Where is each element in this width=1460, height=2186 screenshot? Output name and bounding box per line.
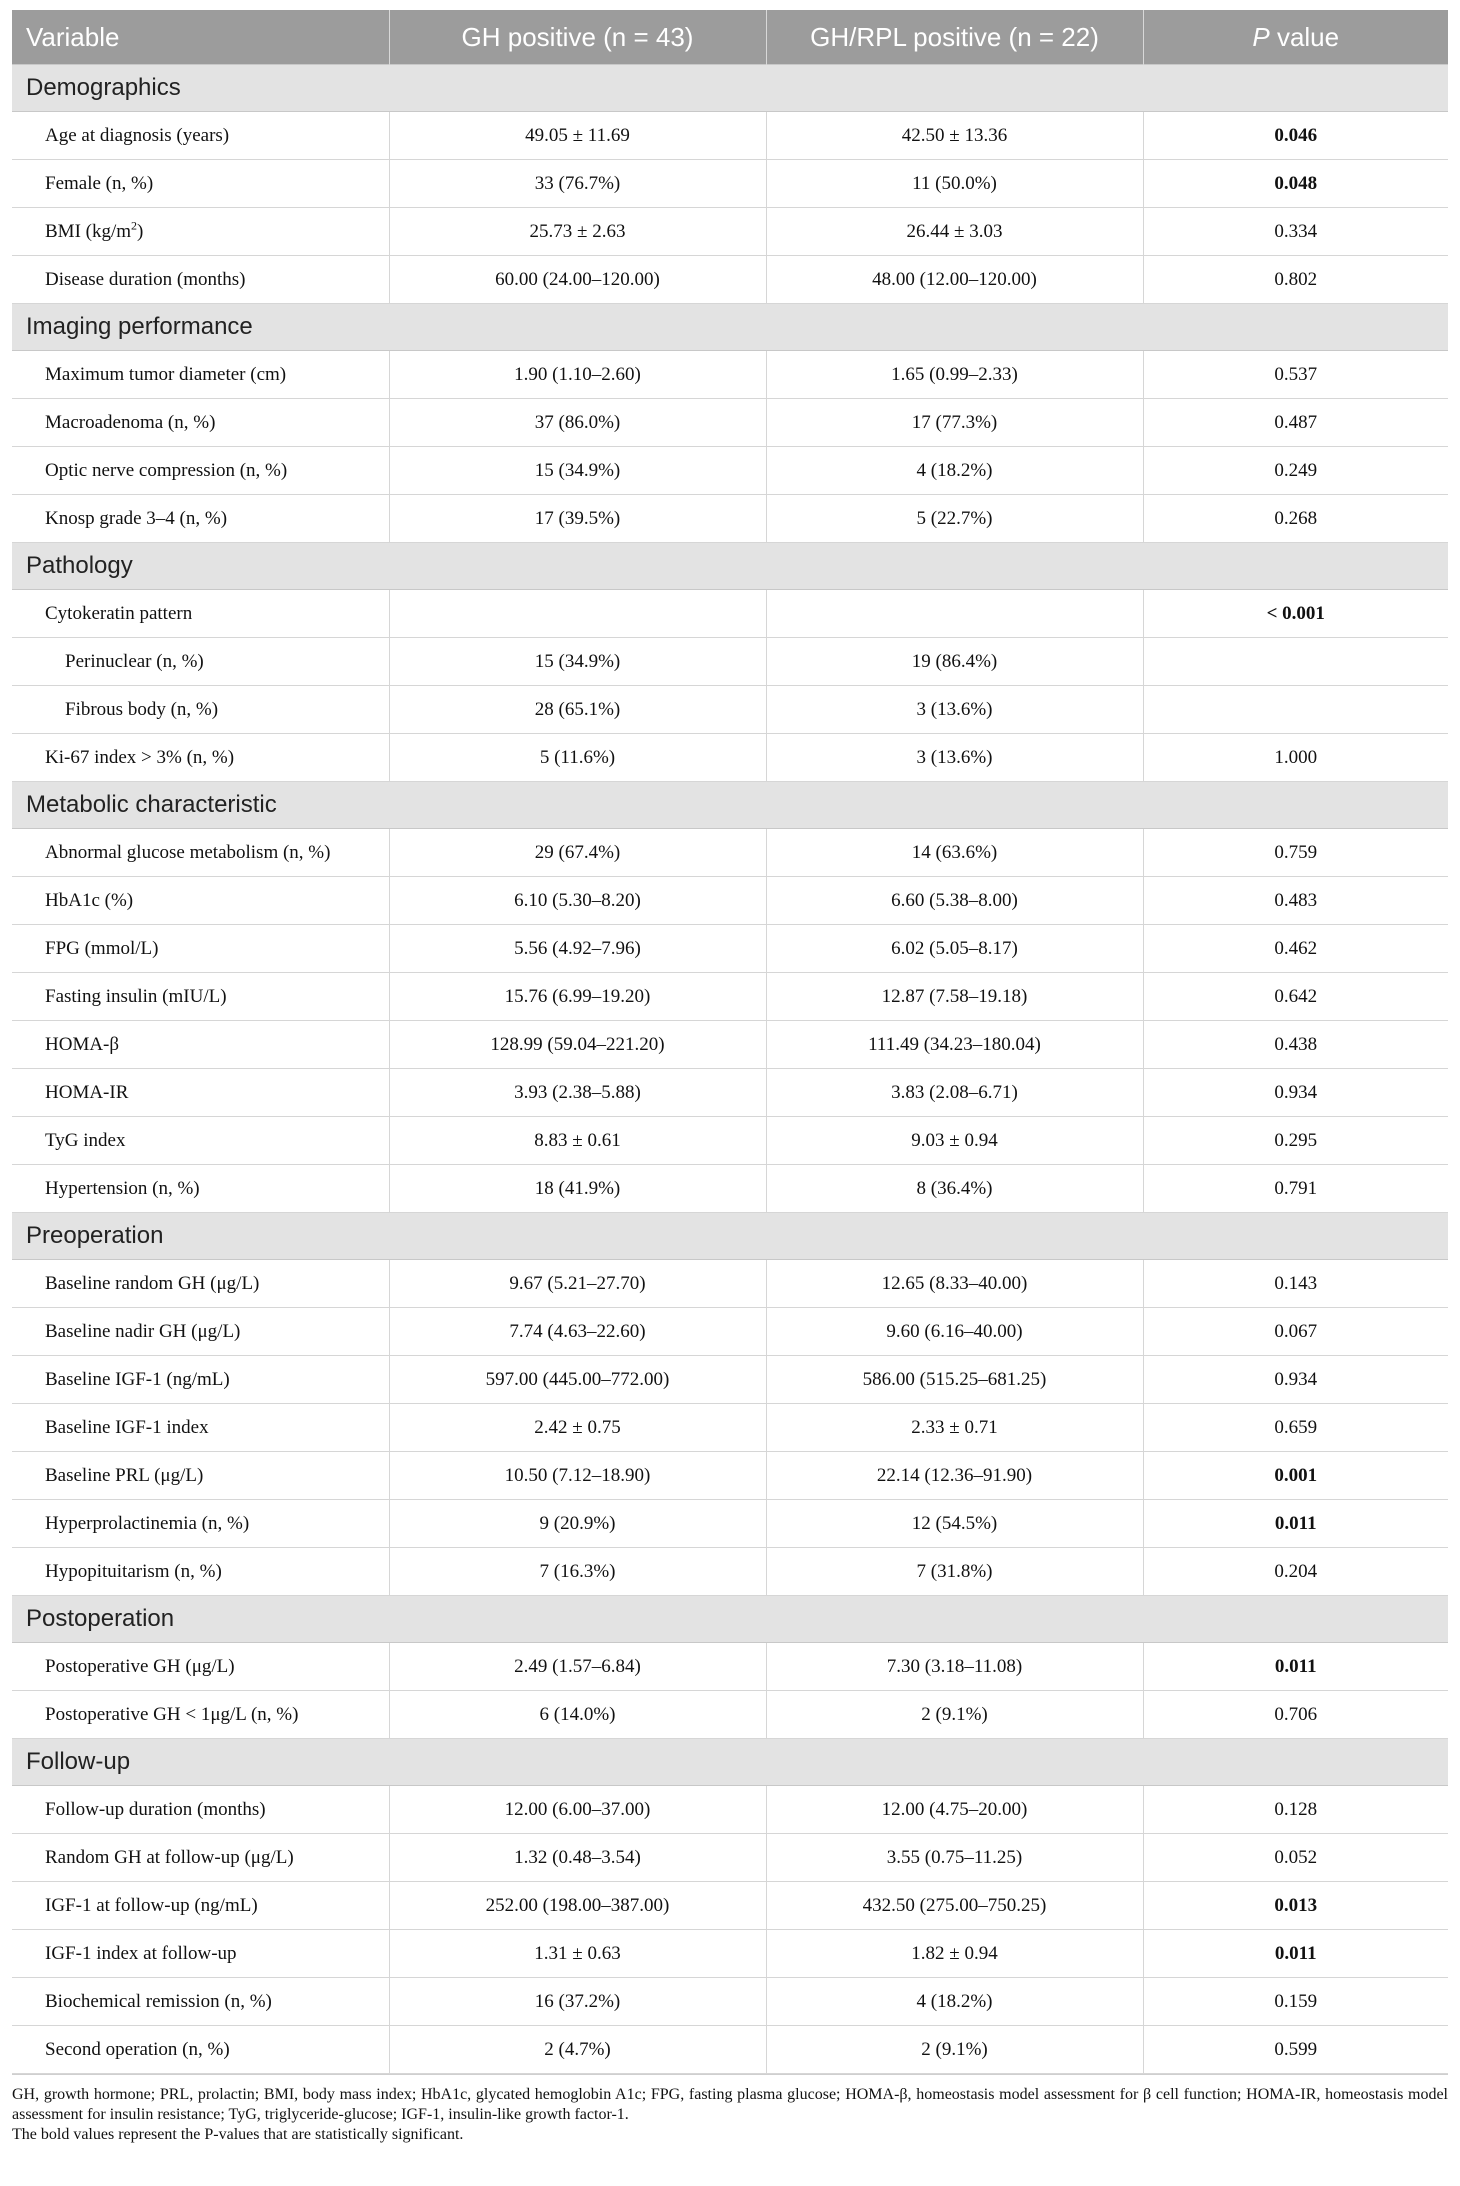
cell-gh-positive: 12.00 (6.00–37.00) xyxy=(389,1786,766,1834)
table-row xyxy=(12,877,1448,925)
table-row xyxy=(12,1786,1448,1834)
table-row xyxy=(12,973,1448,1021)
variable-text: Baseline IGF-1 index xyxy=(45,1416,209,1438)
cell-gh-positive: 7 (16.3%) xyxy=(389,1548,766,1596)
cell-gh-rpl-positive: 5 (22.7%) xyxy=(766,495,1143,543)
cell-variable xyxy=(12,686,389,734)
table-row xyxy=(12,1404,1448,1452)
table-row xyxy=(12,829,1448,877)
header-row xyxy=(12,10,1448,65)
cell-variable xyxy=(12,1500,389,1548)
cell-variable xyxy=(12,495,389,543)
table-row xyxy=(12,160,1448,208)
cell-p-value: 0.934 xyxy=(1143,1069,1448,1117)
cell-gh-rpl-positive: 2 (9.1%) xyxy=(766,2026,1143,2074)
cell-gh-positive: 15 (34.9%) xyxy=(389,638,766,686)
variable-text: TyG index xyxy=(45,1129,126,1151)
variable-text: Female (n, %) xyxy=(45,172,154,194)
cell-gh-rpl-positive: 22.14 (12.36–91.90) xyxy=(766,1452,1143,1500)
cell-gh-positive: 25.73 ± 2.63 xyxy=(389,208,766,256)
table-row xyxy=(12,112,1448,160)
table-row xyxy=(12,1882,1448,1930)
table-header xyxy=(12,10,1448,65)
cell-p-value: 0.204 xyxy=(1143,1548,1448,1596)
cell-variable xyxy=(12,973,389,1021)
cell-gh-rpl-positive: 2.33 ± 0.71 xyxy=(766,1404,1143,1452)
cell-gh-rpl-positive: 6.60 (5.38–8.00) xyxy=(766,877,1143,925)
cell-gh-positive: 15 (34.9%) xyxy=(389,447,766,495)
table-row xyxy=(12,447,1448,495)
cell-gh-positive: 5 (11.6%) xyxy=(389,734,766,782)
cell-variable xyxy=(12,399,389,447)
cell-p-value: 0.706 xyxy=(1143,1691,1448,1739)
header-p-value xyxy=(1143,10,1448,65)
cell-gh-rpl-positive: 586.00 (515.25–681.25) xyxy=(766,1356,1143,1404)
cell-gh-rpl-positive: 8 (36.4%) xyxy=(766,1165,1143,1213)
table-row xyxy=(12,399,1448,447)
cell-p-value: 1.000 xyxy=(1143,734,1448,782)
table-row xyxy=(12,1021,1448,1069)
cell-p-value: 0.659 xyxy=(1143,1404,1448,1452)
cell-gh-rpl-positive: 1.82 ± 0.94 xyxy=(766,1930,1143,1978)
cell-variable xyxy=(12,734,389,782)
variable-suffix: ) xyxy=(137,220,144,242)
variable-text: HOMA-β xyxy=(45,1033,120,1055)
cell-gh-rpl-positive: 6.02 (5.05–8.17) xyxy=(766,925,1143,973)
variable-text: Second operation (n, %) xyxy=(45,2038,230,2060)
variable-text: Ki-67 index > 3% (n, %) xyxy=(45,746,235,768)
cell-p-value: 0.001 xyxy=(1143,1452,1448,1500)
cell-p-value xyxy=(1143,638,1448,686)
cell-p-value: 0.011 xyxy=(1143,1643,1448,1691)
cell-variable xyxy=(12,1260,389,1308)
cell-variable xyxy=(12,1021,389,1069)
cell-p-value: 0.487 xyxy=(1143,399,1448,447)
cell-gh-positive: 7.74 (4.63–22.60) xyxy=(389,1308,766,1356)
cell-variable xyxy=(12,1548,389,1596)
section-row xyxy=(12,782,1448,829)
variable-text: Maximum tumor diameter (cm) xyxy=(45,363,287,385)
cell-gh-positive xyxy=(389,590,766,638)
variable-text: HOMA-IR xyxy=(45,1081,129,1103)
table-row xyxy=(12,495,1448,543)
variable-text: Hypertension (n, %) xyxy=(45,1177,200,1199)
cell-gh-rpl-positive: 7.30 (3.18–11.08) xyxy=(766,1643,1143,1691)
variable-text: Postoperative GH (μg/L) xyxy=(45,1655,235,1677)
cell-gh-positive: 1.90 (1.10–2.60) xyxy=(389,351,766,399)
cell-gh-rpl-positive: 17 (77.3%) xyxy=(766,399,1143,447)
table-row xyxy=(12,1930,1448,1978)
cell-gh-positive: 128.99 (59.04–221.20) xyxy=(389,1021,766,1069)
cell-p-value: 0.128 xyxy=(1143,1786,1448,1834)
cell-gh-positive: 60.00 (24.00–120.00) xyxy=(389,256,766,304)
cell-gh-rpl-positive: 12.87 (7.58–19.18) xyxy=(766,973,1143,1021)
cell-p-value: 0.143 xyxy=(1143,1260,1448,1308)
table-row xyxy=(12,1548,1448,1596)
cell-gh-rpl-positive: 14 (63.6%) xyxy=(766,829,1143,877)
cell-p-value: 0.067 xyxy=(1143,1308,1448,1356)
cell-gh-rpl-positive: 3.83 (2.08–6.71) xyxy=(766,1069,1143,1117)
cell-gh-positive: 1.32 (0.48–3.54) xyxy=(389,1834,766,1882)
cell-gh-rpl-positive: 4 (18.2%) xyxy=(766,447,1143,495)
table-body xyxy=(12,65,1448,2074)
cell-gh-positive: 6.10 (5.30–8.20) xyxy=(389,877,766,925)
variable-text: Baseline random GH (μg/L) xyxy=(45,1272,260,1294)
cell-gh-positive: 17 (39.5%) xyxy=(389,495,766,543)
cell-gh-rpl-positive: 11 (50.0%) xyxy=(766,160,1143,208)
cell-p-value: 0.537 xyxy=(1143,351,1448,399)
variable-text: Hypopituitarism (n, %) xyxy=(45,1560,222,1582)
variable-text: Baseline PRL (μg/L) xyxy=(45,1464,204,1486)
cell-gh-rpl-positive: 9.03 ± 0.94 xyxy=(766,1117,1143,1165)
section-row xyxy=(12,543,1448,590)
cell-gh-positive: 1.31 ± 0.63 xyxy=(389,1930,766,1978)
cell-gh-rpl-positive: 19 (86.4%) xyxy=(766,638,1143,686)
cell-variable xyxy=(12,1786,389,1834)
table-row xyxy=(12,256,1448,304)
variable-text: Postoperative GH < 1μg/L (n, %) xyxy=(45,1703,299,1725)
cell-variable xyxy=(12,1930,389,1978)
table-footnotes xyxy=(12,2085,1448,2145)
variable-text: Abnormal glucose metabolism (n, %) xyxy=(45,841,331,863)
cell-gh-rpl-positive: 48.00 (12.00–120.00) xyxy=(766,256,1143,304)
cell-gh-positive: 8.83 ± 0.61 xyxy=(389,1117,766,1165)
cell-variable xyxy=(12,925,389,973)
table-row xyxy=(12,686,1448,734)
cell-variable xyxy=(12,351,389,399)
table-row xyxy=(12,1691,1448,1739)
cell-gh-rpl-positive: 111.49 (34.23–180.04) xyxy=(766,1021,1143,1069)
cell-gh-positive: 3.93 (2.38–5.88) xyxy=(389,1069,766,1117)
cell-variable xyxy=(12,1356,389,1404)
cell-variable xyxy=(12,1834,389,1882)
variable-text: Hyperprolactinemia (n, %) xyxy=(45,1512,250,1534)
section-title: Preoperation xyxy=(12,1213,1448,1260)
table-row xyxy=(12,2026,1448,2074)
cell-p-value: 0.048 xyxy=(1143,160,1448,208)
table-bottom-rule xyxy=(12,2074,1448,2075)
cell-variable xyxy=(12,112,389,160)
cell-gh-positive: 33 (76.7%) xyxy=(389,160,766,208)
table-row xyxy=(12,1356,1448,1404)
cell-gh-positive: 597.00 (445.00–772.00) xyxy=(389,1356,766,1404)
cell-gh-positive: 18 (41.9%) xyxy=(389,1165,766,1213)
variable-text: Follow-up duration (months) xyxy=(45,1798,266,1820)
cell-variable xyxy=(12,1165,389,1213)
cell-p-value: 0.934 xyxy=(1143,1356,1448,1404)
section-row xyxy=(12,1213,1448,1260)
table-row xyxy=(12,1069,1448,1117)
variable-text: IGF-1 at follow-up (ng/mL) xyxy=(45,1894,258,1916)
header-p-suffix: value xyxy=(1269,21,1340,52)
header-variable: Variable xyxy=(12,10,389,65)
cell-gh-positive: 10.50 (7.12–18.90) xyxy=(389,1452,766,1500)
section-title: Demographics xyxy=(12,65,1448,112)
cell-variable xyxy=(12,1691,389,1739)
cell-gh-rpl-positive: 12 (54.5%) xyxy=(766,1500,1143,1548)
footnote-abbreviations: GH, growth hormone; PRL, prolactin; BMI, body mass index; HbA1c, glycated hemoglobin A1c; FPG, fasting plasma glucose; HOMA-β, homeostasis model assessment for β cell function; HOMA-IR, homeostasis model assessment for insulin resistance; TyG, triglyceride-glucose; IGF-1, insulin-like growth factor-1. xyxy=(12,2086,1448,2123)
table-row xyxy=(12,1452,1448,1500)
variable-text: FPG (mmol/L) xyxy=(45,937,159,959)
cell-variable xyxy=(12,877,389,925)
cell-variable xyxy=(12,1643,389,1691)
cell-gh-positive: 2 (4.7%) xyxy=(389,2026,766,2074)
cell-gh-rpl-positive xyxy=(766,590,1143,638)
table-container xyxy=(12,10,1448,2145)
cell-gh-positive: 49.05 ± 11.69 xyxy=(389,112,766,160)
table-row xyxy=(12,1308,1448,1356)
cell-p-value: 0.462 xyxy=(1143,925,1448,973)
cell-variable xyxy=(12,1404,389,1452)
cell-p-value: 0.759 xyxy=(1143,829,1448,877)
cell-gh-positive: 9 (20.9%) xyxy=(389,1500,766,1548)
cell-variable xyxy=(12,590,389,638)
variable-text: Optic nerve compression (n, %) xyxy=(45,459,288,481)
section-title: Imaging performance xyxy=(12,304,1448,351)
header-gh-positive: GH positive (n = 43) xyxy=(389,10,766,65)
table-row xyxy=(12,734,1448,782)
cell-gh-rpl-positive: 7 (31.8%) xyxy=(766,1548,1143,1596)
cell-p-value: 0.011 xyxy=(1143,1500,1448,1548)
section-row xyxy=(12,304,1448,351)
cell-variable xyxy=(12,2026,389,2074)
cell-variable xyxy=(12,638,389,686)
variable-text: Baseline IGF-1 (ng/mL) xyxy=(45,1368,230,1390)
cell-gh-rpl-positive: 1.65 (0.99–2.33) xyxy=(766,351,1143,399)
cell-p-value: 0.052 xyxy=(1143,1834,1448,1882)
variable-text: Knosp grade 3–4 (n, %) xyxy=(45,507,228,529)
table-row xyxy=(12,351,1448,399)
variable-text: Baseline nadir GH (μg/L) xyxy=(45,1320,241,1342)
table-row xyxy=(12,1165,1448,1213)
cell-p-value: 0.334 xyxy=(1143,208,1448,256)
cell-gh-rpl-positive: 12.00 (4.75–20.00) xyxy=(766,1786,1143,1834)
table-row xyxy=(12,638,1448,686)
table-row xyxy=(12,590,1448,638)
variable-text: IGF-1 index at follow-up xyxy=(45,1942,237,1964)
cell-gh-positive: 6 (14.0%) xyxy=(389,1691,766,1739)
cell-gh-rpl-positive: 3 (13.6%) xyxy=(766,734,1143,782)
cell-gh-positive: 29 (67.4%) xyxy=(389,829,766,877)
cell-variable xyxy=(12,1452,389,1500)
variable-text: Biochemical remission (n, %) xyxy=(45,1990,272,2012)
cell-p-value: 0.159 xyxy=(1143,1978,1448,2026)
cell-p-value: 0.802 xyxy=(1143,256,1448,304)
header-gh-rpl-positive: GH/RPL positive (n = 22) xyxy=(766,10,1143,65)
section-row xyxy=(12,65,1448,112)
cell-gh-positive: 2.49 (1.57–6.84) xyxy=(389,1643,766,1691)
cell-gh-positive: 9.67 (5.21–27.70) xyxy=(389,1260,766,1308)
table-row xyxy=(12,1978,1448,2026)
variable-text: Perinuclear (n, %) xyxy=(65,650,204,672)
cell-gh-rpl-positive: 3.55 (0.75–11.25) xyxy=(766,1834,1143,1882)
cell-variable xyxy=(12,1978,389,2026)
table-row xyxy=(12,1117,1448,1165)
cell-gh-positive: 5.56 (4.92–7.96) xyxy=(389,925,766,973)
cell-variable xyxy=(12,829,389,877)
cell-gh-rpl-positive: 2 (9.1%) xyxy=(766,1691,1143,1739)
section-title: Pathology xyxy=(12,543,1448,590)
data-table xyxy=(12,10,1448,2074)
cell-gh-rpl-positive: 26.44 ± 3.03 xyxy=(766,208,1143,256)
table-row xyxy=(12,925,1448,973)
section-title: Postoperation xyxy=(12,1596,1448,1643)
variable-text: Macroadenoma (n, %) xyxy=(45,411,216,433)
cell-p-value: 0.268 xyxy=(1143,495,1448,543)
variable-superscript: 2 xyxy=(131,218,138,233)
variable-text: Disease duration (months) xyxy=(45,268,246,290)
variable-text: Age at diagnosis (years) xyxy=(45,124,230,146)
cell-gh-rpl-positive: 9.60 (6.16–40.00) xyxy=(766,1308,1143,1356)
cell-gh-rpl-positive: 12.65 (8.33–40.00) xyxy=(766,1260,1143,1308)
table-row xyxy=(12,1260,1448,1308)
cell-p-value: 0.046 xyxy=(1143,112,1448,160)
section-row xyxy=(12,1596,1448,1643)
cell-gh-rpl-positive: 3 (13.6%) xyxy=(766,686,1143,734)
header-p-letter: P xyxy=(1252,21,1270,52)
cell-variable xyxy=(12,160,389,208)
table-row xyxy=(12,208,1448,256)
table-row xyxy=(12,1643,1448,1691)
footnote-bold-note: The bold values represent the P-values that are statistically significant. xyxy=(12,2126,464,2143)
cell-gh-positive: 37 (86.0%) xyxy=(389,399,766,447)
variable-text: Fasting insulin (mIU/L) xyxy=(45,985,227,1007)
variable-text: Cytokeratin pattern xyxy=(45,602,193,624)
cell-variable xyxy=(12,256,389,304)
cell-p-value: 0.249 xyxy=(1143,447,1448,495)
cell-p-value: 0.791 xyxy=(1143,1165,1448,1213)
section-row xyxy=(12,1739,1448,1786)
cell-p-value: 0.011 xyxy=(1143,1930,1448,1978)
cell-variable xyxy=(12,447,389,495)
cell-p-value: < 0.001 xyxy=(1143,590,1448,638)
cell-gh-rpl-positive: 432.50 (275.00–750.25) xyxy=(766,1882,1143,1930)
variable-text: HbA1c (%) xyxy=(45,889,134,911)
cell-variable xyxy=(12,1117,389,1165)
cell-p-value: 0.438 xyxy=(1143,1021,1448,1069)
variable-text: Fibrous body (n, %) xyxy=(65,698,219,720)
table-row xyxy=(12,1834,1448,1882)
cell-variable xyxy=(12,1069,389,1117)
cell-variable xyxy=(12,1882,389,1930)
cell-gh-positive: 28 (65.1%) xyxy=(389,686,766,734)
cell-p-value: 0.295 xyxy=(1143,1117,1448,1165)
cell-p-value: 0.483 xyxy=(1143,877,1448,925)
cell-gh-rpl-positive: 4 (18.2%) xyxy=(766,1978,1143,2026)
table-row xyxy=(12,1500,1448,1548)
cell-variable xyxy=(12,1308,389,1356)
cell-p-value xyxy=(1143,686,1448,734)
cell-gh-rpl-positive: 42.50 ± 13.36 xyxy=(766,112,1143,160)
cell-variable xyxy=(12,208,389,256)
variable-text: BMI (kg/m xyxy=(45,220,132,242)
cell-gh-positive: 2.42 ± 0.75 xyxy=(389,1404,766,1452)
cell-p-value: 0.599 xyxy=(1143,2026,1448,2074)
variable-text: Random GH at follow-up (μg/L) xyxy=(45,1846,294,1868)
cell-gh-positive: 16 (37.2%) xyxy=(389,1978,766,2026)
section-title: Follow-up xyxy=(12,1739,1448,1786)
section-title: Metabolic characteristic xyxy=(12,782,1448,829)
cell-p-value: 0.642 xyxy=(1143,973,1448,1021)
cell-gh-positive: 15.76 (6.99–19.20) xyxy=(389,973,766,1021)
cell-p-value: 0.013 xyxy=(1143,1882,1448,1930)
cell-gh-positive: 252.00 (198.00–387.00) xyxy=(389,1882,766,1930)
